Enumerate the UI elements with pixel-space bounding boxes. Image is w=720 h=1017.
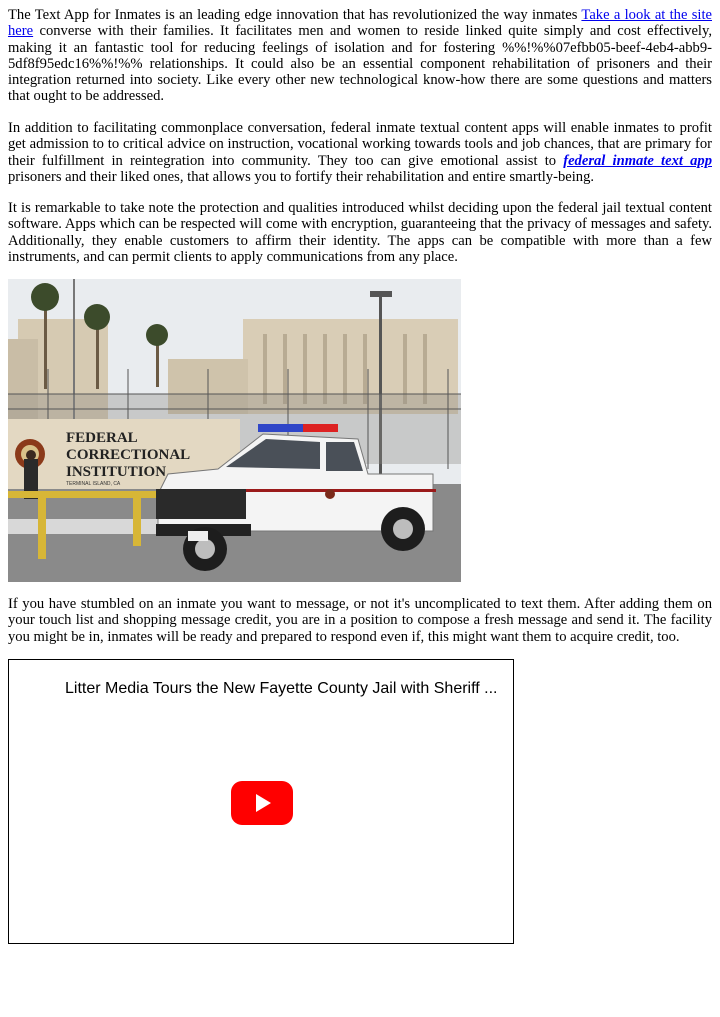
- paragraph-4: If you have stumbled on an inmate you want to message, or not it's uncomplicated to text them. After adding them on your touch list and shopping message credit, you are in a position to compose a fresh message and send it. The facility you might be in, inmates will be ready and prepared to respond even if, this might want them to acquire credit, too.: [8, 596, 712, 645]
- sign-line-4: TERMINAL ISLAND, CA: [66, 481, 121, 487]
- video-embed[interactable]: [8, 659, 514, 944]
- video-title[interactable]: Litter Media Tours the New Fayette County Jail with Sheriff ...: [65, 680, 498, 697]
- p1-text-after: converse with their families. It facilitates men and women to reside linked quite simply and cost effectively, making it an fantastic tool for reducing feelings of isolation and for fostering %%!%%07efbb05-beef-4eb4-abb9-5df8f95edc16%%!%% relationships. It could also be an essential component rehabilitation of prisoners and their integration returned into society. Like every other new technological know-how there are some questions and matters that ought to be addressed.: [8, 23, 712, 105]
- prison-photo: [8, 279, 461, 582]
- sign-line-1: FEDERAL: [66, 430, 138, 446]
- paragraph-1: [8, 7, 712, 105]
- p2-text-before: In addition to facilitating commonplace conversation, federal inmate textual content apps will enable inmates to profit get admission to to critical advice on instruction, vocational working towards tools and job chances, that are primary for their fulfillment in reintegration into community. They too can give emotional assist to: [8, 120, 712, 169]
- federal-inmate-text-app-link[interactable]: federal inmate text app: [563, 152, 712, 169]
- p1-text-before: The Text App for Inmates is an leading edge innovation that has revolutionized the way inmates: [8, 7, 582, 23]
- sign-line-2: CORRECTIONAL: [66, 447, 191, 463]
- youtube-play-icon[interactable]: [231, 781, 293, 825]
- sign-line-3: INSTITUTION: [66, 464, 167, 480]
- p2-text-after: prisoners and their liked ones, that allows you to fortify their rehabilitation and entire smartly-being.: [8, 168, 595, 185]
- paragraph-3: It is remarkable to take note the protection and qualities introduced whilst deciding upon the federal jail textual content software. Apps which can be respected will come with encryption, guaranteeing that the privacy of messages and safety. Additionally, they enable customers to affirm their identity. The apps can be compatible with more than a few instruments, and can permit clients to apply communications from any place.: [8, 200, 712, 265]
- take-a-look-link[interactable]: Take a look at the site here: [8, 7, 712, 40]
- paragraph-2: [8, 120, 712, 185]
